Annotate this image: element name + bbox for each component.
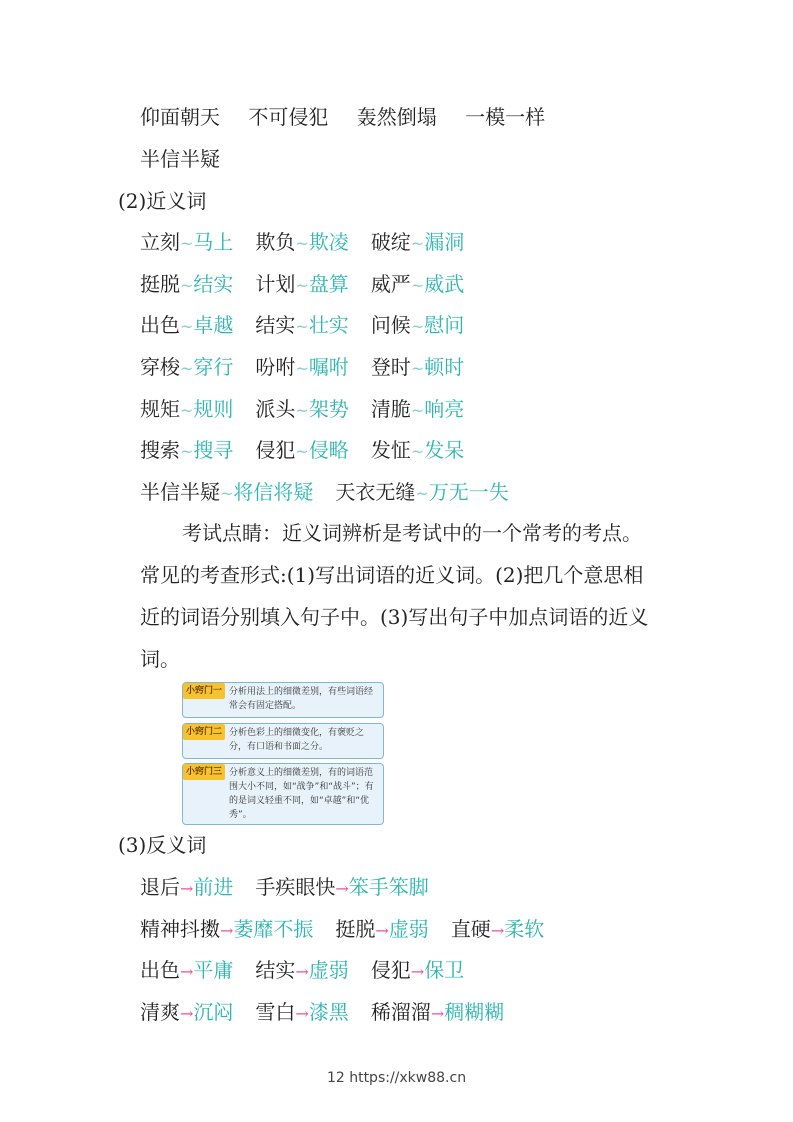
- tip-text: 分析用法上的细微差别，有些词语经常会有固定搭配。: [229, 687, 374, 711]
- synonyms-heading: (2)近义词: [118, 189, 207, 213]
- arrow-icon: →: [180, 962, 194, 981]
- synonym-answer: 万无一失: [428, 480, 509, 504]
- word: 稀溜溜: [370, 1000, 431, 1024]
- idiom-line-1: [140, 103, 545, 131]
- idiom: 半信半疑: [140, 147, 220, 171]
- word: 发怔: [370, 438, 411, 462]
- antonym-answer: 萎靡不振: [233, 917, 314, 941]
- word: 威严: [370, 272, 411, 296]
- arrow-icon: →: [430, 1004, 445, 1023]
- tip-box-1: [182, 682, 384, 718]
- synonym-answer: 漏洞: [424, 230, 465, 254]
- tip-text: 分析意义上的细微差别，有的词语范围大小不同，如“战争”和“战斗”；有的是词义轻重不同，如“卓越”和“优秀”。: [229, 768, 374, 820]
- synonym-answer: 结实: [193, 272, 234, 296]
- tip-tag: 小窍门一: [183, 683, 225, 699]
- synonym-answer: 卓越: [193, 313, 234, 337]
- word: 侵犯: [255, 438, 296, 462]
- tilde-separator: ~: [410, 234, 425, 253]
- exam-tip-line: 常见的考查形式:(1)写出词语的近义词。(2)把几个意思相: [140, 563, 644, 587]
- word: 结实: [255, 313, 296, 337]
- tilde-separator: ~: [410, 359, 425, 378]
- antonym-answer: 笨手笨脚: [348, 875, 429, 899]
- synonym-row: [140, 228, 464, 258]
- tip-box-3: [182, 763, 384, 825]
- page-footer: 12 https://xkw88.cn: [326, 1070, 467, 1086]
- word: 退后: [140, 875, 180, 899]
- word: 吩咐: [255, 355, 296, 379]
- synonym-answer: 威武: [424, 272, 465, 296]
- word: 欺负: [255, 230, 296, 254]
- antonym-answer: 柔软: [504, 917, 545, 941]
- word: 登时: [370, 355, 411, 379]
- tilde-separator: ~: [295, 401, 309, 420]
- idiom: 轰然倒塌: [356, 105, 437, 129]
- tilde-separator: ~: [410, 401, 425, 420]
- exam-tip-line: 词。: [140, 647, 180, 671]
- synonym-answer: 架势: [308, 397, 349, 421]
- synonym-row: [140, 311, 464, 341]
- word: 挺脱: [335, 917, 376, 941]
- synonym-answer: 盘算: [308, 272, 349, 296]
- synonym-answer: 穿行: [193, 355, 234, 379]
- word: 挺脱: [140, 272, 180, 296]
- idiom-line-2: [140, 145, 220, 173]
- arrow-icon: →: [180, 1004, 194, 1023]
- antonyms-heading: (3)反义词: [118, 833, 207, 857]
- antonym-answer: 前进: [193, 875, 234, 899]
- antonym-answer: 虚弱: [308, 958, 349, 982]
- antonym-row: [140, 915, 544, 945]
- arrow-icon: →: [410, 962, 425, 981]
- tilde-separator: ~: [415, 484, 429, 503]
- word: 立刻: [140, 230, 180, 254]
- synonym-row: [140, 395, 464, 425]
- tilde-separator: ~: [180, 234, 194, 253]
- word: 破绽: [370, 230, 411, 254]
- tilde-separator: ~: [295, 317, 309, 336]
- synonym-row: [140, 436, 464, 466]
- exam-tip-line: 近的词语分别填入句子中。(3)写出句子中加点词语的近义: [140, 605, 649, 629]
- arrow-icon: →: [375, 921, 389, 940]
- tilde-separator: ~: [410, 442, 425, 461]
- antonym-answer: 沉闷: [193, 1000, 234, 1024]
- antonym-answer: 稠糊糊: [444, 1000, 505, 1024]
- tip-tag: 小窍门二: [183, 724, 225, 740]
- arrow-icon: →: [295, 962, 309, 981]
- word: 问候: [370, 313, 411, 337]
- antonym-answer: 虚弱: [388, 917, 429, 941]
- synonym-answer: 壮实: [308, 313, 349, 337]
- tip-text: 分析色彩上的细微变化，有褒贬之分，有口语和书面之分。: [229, 728, 365, 752]
- word: 结实: [255, 958, 296, 982]
- tilde-separator: ~: [180, 442, 194, 461]
- antonym-answer: 平庸: [193, 958, 234, 982]
- arrow-icon: →: [335, 879, 349, 898]
- word: 计划: [255, 272, 296, 296]
- word: 清爽: [140, 1000, 180, 1024]
- antonym-row: [140, 956, 464, 986]
- synonym-answer: 马上: [193, 230, 234, 254]
- tilde-separator: ~: [220, 484, 234, 503]
- tip-box-2: [182, 723, 384, 759]
- word: 派头: [255, 397, 296, 421]
- word: 穿梭: [140, 355, 180, 379]
- tilde-separator: ~: [410, 317, 425, 336]
- arrow-icon: →: [295, 1004, 309, 1023]
- synonym-answer: 将信将疑: [233, 480, 314, 504]
- tilde-separator: ~: [180, 401, 194, 420]
- word: 天衣无缝: [335, 480, 416, 504]
- synonym-row: [140, 353, 464, 383]
- antonym-answer: 漆黑: [308, 1000, 349, 1024]
- synonym-answer: 顿时: [424, 355, 465, 379]
- tilde-separator: ~: [295, 234, 309, 253]
- word: 手疾眼快: [255, 875, 336, 899]
- tip-tag: 小窍门三: [183, 764, 225, 780]
- synonym-answer: 欺凌: [308, 230, 349, 254]
- idiom: 仰面朝天: [140, 105, 220, 129]
- word: 清脆: [370, 397, 411, 421]
- synonym-answer: 发呆: [424, 438, 465, 462]
- idiom: 一模一样: [465, 105, 546, 129]
- word: 规矩: [140, 397, 180, 421]
- arrow-icon: →: [180, 879, 194, 898]
- antonym-answer: 保卫: [424, 958, 465, 982]
- word: 半信半疑: [140, 480, 220, 504]
- idiom: 不可侵犯: [248, 105, 329, 129]
- synonym-answer: 侵略: [308, 438, 349, 462]
- tilde-separator: ~: [295, 276, 309, 295]
- tilde-separator: ~: [180, 359, 194, 378]
- antonym-row: [140, 873, 429, 903]
- tilde-separator: ~: [295, 442, 309, 461]
- word: 雪白: [255, 1000, 296, 1024]
- word: 侵犯: [370, 958, 411, 982]
- synonym-answer: 响亮: [424, 397, 465, 421]
- arrow-icon: →: [220, 921, 234, 940]
- word: 精神抖擞: [140, 917, 220, 941]
- synonym-answer: 搜寻: [193, 438, 234, 462]
- word: 出色: [140, 958, 180, 982]
- synonym-answer: 嘱咐: [308, 355, 349, 379]
- tilde-separator: ~: [410, 276, 425, 295]
- synonym-row: [140, 478, 509, 508]
- synonym-row: [140, 270, 464, 300]
- word: 直硬: [450, 917, 491, 941]
- synonym-answer: 慰问: [424, 313, 465, 337]
- tilde-separator: ~: [295, 359, 309, 378]
- tilde-separator: ~: [180, 276, 194, 295]
- arrow-icon: →: [490, 921, 505, 940]
- tilde-separator: ~: [180, 317, 194, 336]
- word: 搜索: [140, 438, 180, 462]
- antonym-row: [140, 998, 504, 1028]
- word: 出色: [140, 313, 180, 337]
- synonym-answer: 规则: [193, 397, 234, 421]
- exam-tip-line: 考试点睛：近义词辨析是考试中的一个常考的考点。: [182, 521, 642, 545]
